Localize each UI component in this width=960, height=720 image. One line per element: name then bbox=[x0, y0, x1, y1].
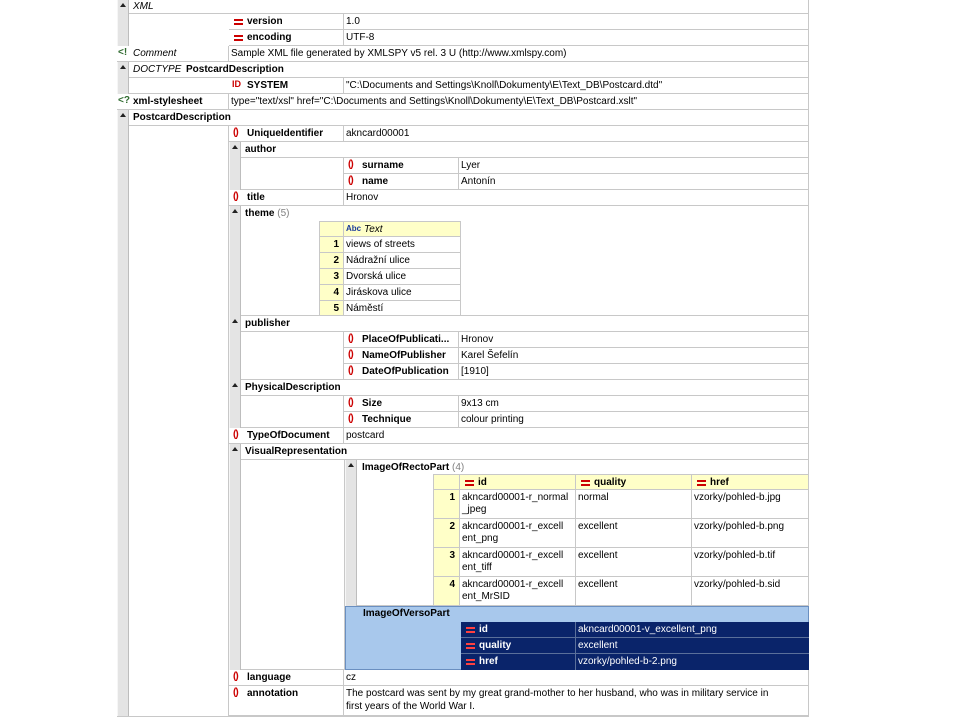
verso-quality-value[interactable] bbox=[576, 638, 809, 654]
cell-text: ent_MrSID bbox=[462, 591, 510, 602]
element-value: postcard bbox=[346, 430, 385, 441]
unique-id-value[interactable] bbox=[344, 126, 809, 142]
row-number: 2 bbox=[333, 255, 339, 266]
attribute-icon bbox=[466, 658, 475, 666]
verso-quality-name[interactable] bbox=[461, 638, 576, 654]
stylesheet-text: type="text/xsl" href="C:\Documents and Settings\Knoll\Dokumenty\E\Text_DB\Postcard.xslt" bbox=[231, 96, 638, 107]
element-value: Hronov bbox=[346, 192, 379, 203]
unique-id-name[interactable] bbox=[229, 126, 344, 142]
list-item-text: Nádražní ulice bbox=[346, 255, 410, 266]
list-item[interactable] bbox=[344, 285, 461, 301]
root-gutter[interactable] bbox=[117, 110, 129, 716]
xml-decl-header[interactable] bbox=[129, 0, 809, 14]
element-value: Lyer bbox=[461, 160, 481, 171]
verso-id-name[interactable] bbox=[461, 622, 576, 638]
comment-text: Sample XML file generated by XMLSPY v5 rel. 3 U (http://www.xmlspy.com) bbox=[231, 48, 567, 59]
element-name: annotation bbox=[247, 688, 299, 699]
element-name: ImageOfRectoPart bbox=[362, 462, 450, 473]
cell-text: akncard00001-r_excell bbox=[462, 521, 564, 532]
row-number: 4 bbox=[333, 287, 339, 298]
attr-name: version bbox=[247, 16, 283, 27]
element-value: first years of the World War I. bbox=[346, 701, 475, 712]
row-index[interactable] bbox=[319, 285, 344, 301]
list-item-text: views of streets bbox=[346, 239, 415, 250]
attribute-icon bbox=[466, 642, 475, 650]
root-header[interactable] bbox=[129, 110, 809, 126]
publisher-header[interactable] bbox=[241, 316, 809, 332]
verso-id-value[interactable] bbox=[576, 622, 809, 638]
comment-value[interactable] bbox=[229, 46, 809, 62]
surname-value[interactable] bbox=[459, 158, 809, 174]
system-label: SYSTEM bbox=[247, 80, 289, 91]
element-name: ImageOfVersoPart bbox=[363, 608, 450, 619]
attr-encoding-name[interactable] bbox=[229, 30, 344, 46]
author-indent bbox=[241, 158, 344, 190]
row-index[interactable] bbox=[319, 301, 344, 316]
element-icon: () bbox=[233, 429, 238, 440]
collapse-icon[interactable] bbox=[232, 447, 238, 451]
column-header: quality bbox=[594, 477, 627, 488]
column-header: id bbox=[478, 477, 487, 488]
element-name: DateOfPublication bbox=[362, 366, 449, 377]
table-cell-href[interactable] bbox=[692, 577, 809, 606]
table-cell-id[interactable] bbox=[460, 519, 576, 548]
cell-text: ent_png bbox=[462, 533, 499, 544]
attr-value: akncard00001-v_excellent_png bbox=[578, 624, 717, 635]
comment-label: Comment bbox=[133, 48, 177, 59]
element-name: Technique bbox=[362, 414, 412, 425]
theme-col-header-idx[interactable] bbox=[319, 221, 344, 237]
collapse-icon[interactable] bbox=[232, 383, 238, 387]
technique-value[interactable] bbox=[459, 412, 809, 428]
attr-name: href bbox=[479, 656, 498, 667]
cell-text: vzorky/pohled-b.sid bbox=[694, 579, 781, 590]
publisher-indent bbox=[241, 332, 344, 380]
child-count: (5) bbox=[277, 208, 290, 219]
visual-indent bbox=[241, 460, 345, 670]
child-count: (4) bbox=[452, 462, 465, 473]
element-icon: () bbox=[348, 413, 353, 424]
row-number: 3 bbox=[333, 271, 339, 282]
element-icon: () bbox=[348, 349, 353, 360]
verso-href-value[interactable] bbox=[576, 654, 809, 670]
text-node-icon: Abc bbox=[346, 224, 362, 233]
attr-name: encoding bbox=[247, 32, 292, 43]
physical-header[interactable] bbox=[241, 380, 809, 396]
element-name: surname bbox=[362, 160, 404, 171]
name-value[interactable] bbox=[459, 174, 809, 190]
bottom-border bbox=[117, 716, 809, 717]
row-index[interactable] bbox=[433, 490, 460, 519]
attribute-icon bbox=[465, 479, 474, 487]
date-value[interactable] bbox=[459, 364, 809, 380]
size-name[interactable] bbox=[344, 396, 459, 412]
attr-name: quality bbox=[479, 640, 512, 651]
list-item-text: Jiráskova ulice bbox=[346, 287, 412, 298]
element-icon: () bbox=[233, 671, 238, 682]
physical-gutter[interactable] bbox=[229, 380, 241, 428]
cell-text: excellent bbox=[578, 521, 618, 532]
collapse-icon[interactable] bbox=[232, 209, 238, 213]
doctype-label: DOCTYPE bbox=[133, 64, 182, 75]
element-value: Antonín bbox=[461, 176, 496, 187]
root-indent bbox=[129, 126, 229, 716]
size-value[interactable] bbox=[459, 396, 809, 412]
cell-text: normal bbox=[578, 492, 609, 503]
attribute-icon bbox=[234, 34, 243, 42]
row-index[interactable] bbox=[433, 577, 460, 606]
collapse-icon[interactable] bbox=[232, 319, 238, 323]
recto-col-idx[interactable] bbox=[433, 474, 460, 490]
list-item[interactable] bbox=[344, 253, 461, 269]
attr-value: 1.0 bbox=[346, 16, 360, 27]
attribute-icon bbox=[466, 626, 475, 634]
list-item[interactable] bbox=[344, 237, 461, 253]
list-item-text: Náměstí bbox=[346, 303, 384, 314]
row-index[interactable] bbox=[433, 519, 460, 548]
table-cell-href[interactable] bbox=[692, 548, 809, 577]
row-index[interactable] bbox=[319, 237, 344, 253]
table-cell-quality[interactable] bbox=[576, 577, 692, 606]
stylesheet-value[interactable] bbox=[229, 94, 809, 110]
attribute-icon bbox=[697, 479, 706, 487]
cell-text: vzorky/pohled-b.jpg bbox=[694, 492, 781, 503]
collapse-icon[interactable] bbox=[120, 65, 126, 69]
row-number: 1 bbox=[449, 492, 455, 503]
doctype-gutter[interactable] bbox=[117, 62, 129, 94]
visual-header[interactable] bbox=[241, 444, 809, 460]
element-name: publisher bbox=[245, 318, 291, 329]
name-name[interactable] bbox=[344, 174, 459, 190]
row-number: 1 bbox=[333, 239, 339, 250]
cell-text: vzorky/pohled-b.png bbox=[694, 521, 785, 532]
row-number: 3 bbox=[449, 550, 455, 561]
element-value: colour printing bbox=[461, 414, 524, 425]
column-header: href bbox=[710, 477, 729, 488]
doctype-header[interactable] bbox=[129, 62, 809, 78]
technique-name[interactable] bbox=[344, 412, 459, 428]
collapse-icon[interactable] bbox=[120, 113, 126, 117]
element-value: akncard00001 bbox=[346, 128, 410, 139]
cell-text: ent_tiff bbox=[462, 562, 492, 573]
table-cell-href[interactable] bbox=[692, 519, 809, 548]
doctype-system-name[interactable] bbox=[229, 78, 344, 94]
element-name: language bbox=[247, 672, 291, 683]
element-value: cz bbox=[346, 672, 356, 683]
list-item[interactable] bbox=[344, 301, 461, 316]
element-icon: () bbox=[233, 191, 238, 202]
table-cell-quality[interactable] bbox=[576, 548, 692, 577]
row-index[interactable] bbox=[319, 269, 344, 285]
attr-encoding-value[interactable] bbox=[344, 30, 809, 46]
title-value[interactable] bbox=[344, 190, 809, 206]
element-icon: () bbox=[348, 365, 353, 376]
attr-name: id bbox=[479, 624, 488, 635]
title-name[interactable] bbox=[229, 190, 344, 206]
row-index[interactable] bbox=[319, 253, 344, 269]
element-name: VisualRepresentation bbox=[245, 446, 348, 457]
attr-value: UTF-8 bbox=[346, 32, 375, 43]
xml-decl-label: XML bbox=[133, 1, 154, 12]
attr-version-value[interactable] bbox=[344, 14, 809, 30]
recto-label bbox=[362, 462, 464, 474]
theme-col-header-text[interactable] bbox=[344, 221, 461, 237]
table-cell-id[interactable] bbox=[460, 490, 576, 519]
collapse-icon[interactable] bbox=[120, 3, 126, 7]
pubname-name[interactable] bbox=[344, 348, 459, 364]
element-name: name bbox=[362, 176, 389, 187]
recto-col-href[interactable] bbox=[692, 474, 809, 490]
element-icon: () bbox=[348, 159, 353, 170]
theme-gutter[interactable] bbox=[229, 206, 241, 316]
comment-row-label[interactable] bbox=[117, 46, 229, 62]
column-header: Text bbox=[364, 224, 383, 235]
pubname-value[interactable] bbox=[459, 348, 809, 364]
dtd-id-icon: ID bbox=[232, 79, 241, 89]
doctype-name: PostcardDescription bbox=[186, 64, 284, 75]
collapse-icon[interactable] bbox=[348, 463, 354, 467]
element-value: [1910] bbox=[461, 366, 489, 377]
cell-text: excellent bbox=[578, 579, 618, 590]
attr-version-name[interactable] bbox=[229, 14, 344, 30]
recto-col-quality[interactable] bbox=[576, 474, 692, 490]
author-gutter[interactable] bbox=[229, 142, 241, 190]
verso-href-name[interactable] bbox=[461, 654, 576, 670]
attribute-icon bbox=[581, 479, 590, 487]
row-number: 2 bbox=[449, 521, 455, 532]
list-item[interactable] bbox=[344, 269, 461, 285]
annotation-value[interactable] bbox=[344, 686, 809, 716]
recto-gutter[interactable] bbox=[345, 460, 357, 606]
row-number: 4 bbox=[449, 579, 455, 590]
attribute-icon bbox=[234, 18, 243, 26]
element-name: theme bbox=[245, 208, 275, 219]
list-item-text: Dvorská ulice bbox=[346, 271, 407, 282]
theme-label bbox=[245, 208, 289, 220]
system-path: "C:\Documents and Settings\Knoll\Dokumenty\E\Text_DB\Postcard.dtd" bbox=[346, 80, 663, 91]
element-icon: () bbox=[348, 175, 353, 186]
comment-icon: <! bbox=[118, 47, 128, 58]
cell-text: _jpeg bbox=[462, 504, 487, 515]
table-cell-id[interactable] bbox=[460, 548, 576, 577]
table-cell-id[interactable] bbox=[460, 577, 576, 606]
stylesheet-row-label[interactable] bbox=[117, 94, 229, 110]
element-name: UniqueIdentifier bbox=[247, 128, 324, 139]
element-icon: () bbox=[348, 397, 353, 408]
cell-text: akncard00001-r_excell bbox=[462, 579, 564, 590]
place-value[interactable] bbox=[459, 332, 809, 348]
table-cell-href[interactable] bbox=[692, 490, 809, 519]
table-cell-quality[interactable] bbox=[576, 519, 692, 548]
table-cell-quality[interactable] bbox=[576, 490, 692, 519]
element-name: author bbox=[245, 144, 277, 155]
element-name: PlaceOfPublicati... bbox=[362, 334, 450, 345]
element-value: 9x13 cm bbox=[461, 398, 499, 409]
type-of-document-value[interactable] bbox=[344, 428, 809, 444]
root-element-name: PostcardDescription bbox=[133, 112, 231, 123]
physical-indent bbox=[241, 396, 344, 428]
attr-value: vzorky/pohled-b-2.png bbox=[578, 656, 677, 667]
stylesheet-label: xml-stylesheet bbox=[133, 96, 203, 107]
doctype-system-value[interactable] bbox=[344, 78, 809, 94]
element-name: TypeOfDocument bbox=[247, 430, 330, 441]
place-name[interactable] bbox=[344, 332, 459, 348]
element-name: NameOfPublisher bbox=[362, 350, 446, 361]
element-name: PhysicalDescription bbox=[245, 382, 341, 393]
cell-text: akncard00001-r_normal bbox=[462, 492, 569, 503]
visual-gutter[interactable] bbox=[229, 444, 241, 670]
collapse-icon[interactable] bbox=[232, 145, 238, 149]
attr-value: excellent bbox=[578, 640, 618, 651]
row-number: 5 bbox=[333, 303, 339, 314]
element-value: Hronov bbox=[461, 334, 494, 345]
element-name: Size bbox=[362, 398, 383, 409]
date-name[interactable] bbox=[344, 364, 459, 380]
xml-decl-gutter[interactable] bbox=[117, 0, 129, 46]
cell-text: excellent bbox=[578, 550, 618, 561]
author-header[interactable] bbox=[241, 142, 809, 158]
element-icon: () bbox=[233, 127, 238, 138]
publisher-gutter[interactable] bbox=[229, 316, 241, 380]
cell-text: vzorky/pohled-b.tif bbox=[694, 550, 776, 561]
cell-text: akncard00001-r_excell bbox=[462, 550, 564, 561]
surname-name[interactable] bbox=[344, 158, 459, 174]
type-of-document-name[interactable] bbox=[229, 428, 344, 444]
row-index[interactable] bbox=[433, 548, 460, 577]
element-value: Karel Šefelín bbox=[461, 350, 519, 361]
annotation-name[interactable] bbox=[229, 686, 344, 716]
doctype-spacer bbox=[129, 78, 229, 94]
recto-col-id[interactable] bbox=[460, 474, 576, 490]
xml-decl-inner-gutter bbox=[129, 14, 229, 46]
language-name[interactable] bbox=[229, 670, 344, 686]
element-value: The postcard was sent by my great grand-mother to her husband, who was in military service in bbox=[346, 688, 769, 699]
element-name: title bbox=[247, 192, 265, 203]
element-icon: () bbox=[348, 333, 353, 344]
processing-instruction-icon: <? bbox=[118, 95, 130, 106]
language-value[interactable] bbox=[344, 670, 809, 686]
element-icon: () bbox=[233, 687, 238, 698]
